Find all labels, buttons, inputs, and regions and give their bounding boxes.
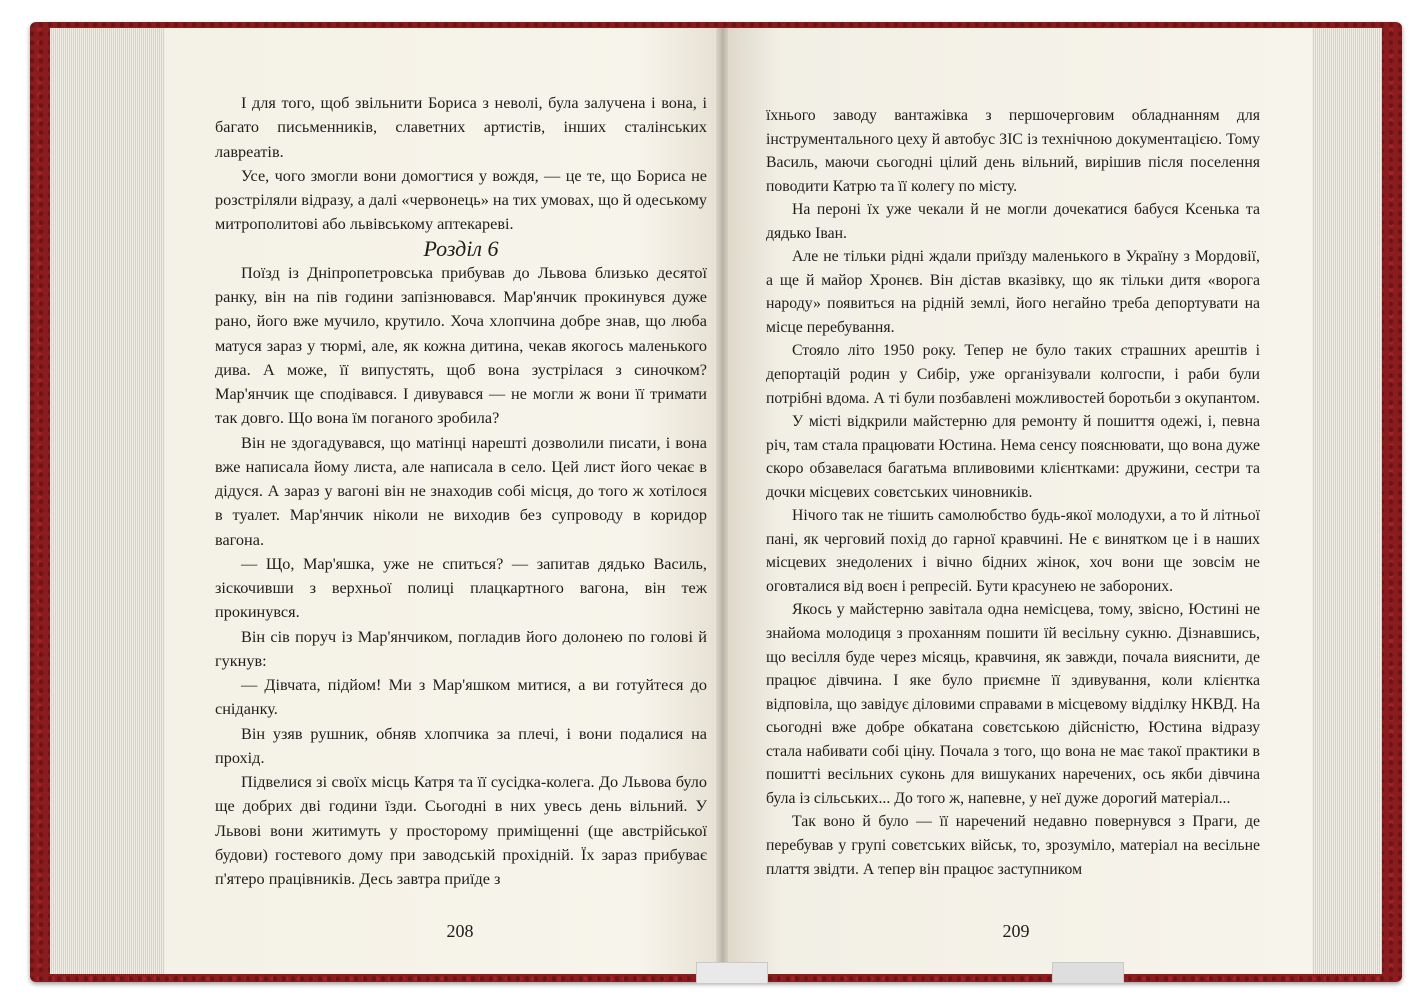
paragraph: їхнього заводу вантажівка з першочерговим обладнанням для інструментального цеху й автобус ЗІС із технічною документацією. Тому Василь, маючи сьогодні цілий день вільний, вирішив після поселення поводити Катрю та її колегу по місту. (766, 107, 1260, 195)
book-gutter (716, 28, 728, 974)
paragraph: Але не тільки рідні ждали приїзду маленького в Україну з Мордовії, а ще й майор Хронєв. Він дістав вказівку, що як тільки дитя «ворога народу» появиться на рідній землі, його негайно треба депортувати на місце перебування. (766, 248, 1260, 336)
bookmark-ribbon (696, 962, 768, 984)
paragraph: — Дівчата, підйом! Ми з Мар'яшком митися, а ви готуйтеся до сніданку. (215, 676, 707, 719)
paragraph: Він сів поруч із Мар'янчиком, погладив його долонею по голові й гукнув: (215, 627, 707, 670)
paragraph: Усе, чого змогли вони домогтися у вождя, — це те, що Бориса не розстріляли відразу, а далі «червонець» на тих умовах, що й одеському митрополитові або львівському аптекареві. (215, 166, 707, 234)
chapter-title: Розділ 6 (423, 235, 499, 261)
paragraph: На пероні їх уже чекали й не могли дочекатися бабуся Ксенька та дядько Іван. (766, 201, 1260, 242)
page-number-left: 208 (446, 921, 474, 941)
left-page-text (215, 91, 707, 891)
paragraph: І для того, щоб звільнити Бориса з неволі, була залучена і вона, і багато письменників, славетних артистів, інших сталінських лавреатів. (215, 94, 707, 161)
paragraph: — Що, Мар'яшка, уже не спиться? — запитав дядько Василь, зіскочивши з верхньої полиці плацкартного вагона, він теж прокинувся. (215, 554, 707, 622)
paragraph: Підвелися зі своїх місць Катря та її сусідка-колега. До Львова було ще добрих дві години їзди. Сьогодні в них увесь день вільний. У Львові вони житимуть у просторому приміщенні (ще австрійської будови) гостевого дому при заводській прохідній. Їх зараз прибуває п'ятеро працівників. Десь завтра приїде з (215, 773, 707, 888)
paragraph: Нічого так не тішить самолюбство будь-якої молодухи, а то й літньої пані, як черговий похід до гарної кравчині. Не є винятком це і в наших місцевих знедолених і вічно бідних жінок, хоч вони ще зовсім не оговталися від воєн і репресій. Бути красунею не забороних. (766, 507, 1260, 595)
bookmark-ribbon (1052, 962, 1124, 984)
paragraph: Він узяв рушник, обняв хлопчика за плечі, і вони подалися на прохід. (215, 724, 707, 767)
paragraph: У місті відкрили майстерню для ремонту й пошиття одежі, і, певна річ, там стала працювати Юстина. Нема сенсу пояснювати, що вона дуже скоро обзавелася багатьма впливовими клієнтками: дружини, сестри та дочки місцевих совєтських чиновників. (766, 413, 1260, 501)
paragraph: Поїзд із Дніпропетровська прибував до Львова близько десятої ранку, він на пів години запізнювався. Мар'янчик прокинувся дуже рано, його вже мучило, крутило. Хоча хлопчина добре знав, що люба матуся зараз у тюрмі, але, як кожна дитина, чекав якогось маленького дива. А може, її випустять, щоб вона зустрілася з синочком? Мар'янчик ще сподівався. І дивувався — не могли ж вони її тримати так довго. Що вона їм поганого зробила? (215, 263, 707, 428)
paragraph: Стояло літо 1950 року. Тепер не було таких страшних арештів і депортацій родин у Сибір, уже організували колгоспи, і раби були потрібні вдома. А ті були позбавлені можливостей боротьби з окупантом. (766, 342, 1260, 407)
right-page-text (766, 104, 1260, 881)
paragraph: Так воно й було — її наречений недавно повернувся з Праги, де перебував у групі совєтських військ, то, зрозуміло, матеріал на весільне плаття звідти. А тепер він працює заступником (766, 813, 1260, 878)
paragraph: Якось у майстерню завітала одна немісцева, тому, звісно, Юстині не знайома молодиця з проханням пошити їй весільну сукню. Дізнавшись, що весілля буде через місяць, кравчиня, як завжди, почала вияснити, де працює дівчина. І яке було приємне її здивування, коли клієнтка відповіла, що завідує діловими справами в місцевому відділку НКВД. На сьогодні вже добре обкатана совєтською дійсністю, Юстина відразу стала набивати собі ціну. Почала з того, що вона не має такої практики в пошитті весільних суконь для вишуканих наречених, ось якби дівчина була із сільських... До того ж, напевне, у неї дуже дорогий матеріал... (766, 601, 1260, 807)
page-edges-left (50, 28, 170, 974)
page-number-right: 209 (1002, 921, 1030, 941)
paragraph: Він не здогадувався, що матінці нарешті дозволили писати, і вона вже написала йому листа, але написала в село. Цей лист його чекає в дідуся. А зараз у вагоні він не знаходив собі місця, до того ж хотілося в туалет. Мар'янчик ніколи не виходив без супроводу в коридор вагона. (215, 433, 707, 549)
